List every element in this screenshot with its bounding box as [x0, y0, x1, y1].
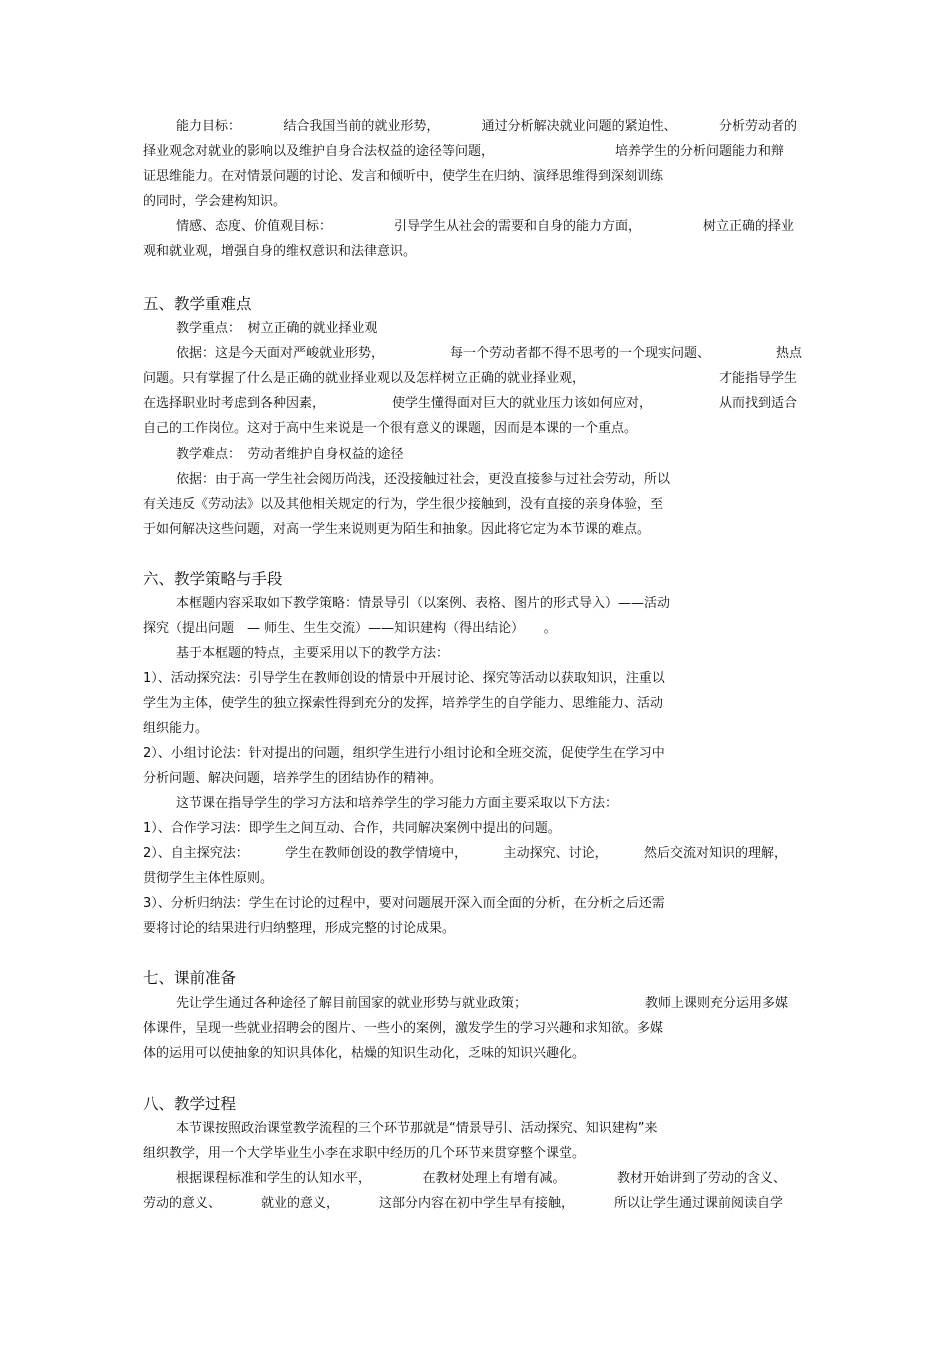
- text-seg: 使学生懂得面对巨大的就业压力该如何应对，: [391, 396, 652, 411]
- focus-basis-line-2: [143, 370, 797, 388]
- ability-goal-line-4: 的同时，学会建构知识。: [143, 194, 287, 209]
- learning-method-3-line-2: 要将讨论的结果进行归纳整理，形成完整的讨论成果。: [143, 921, 456, 936]
- methods-intro: 基于本框题的特点，主要采用以下的教学方法：: [176, 646, 450, 661]
- focus-basis-line-1: [176, 345, 802, 363]
- preparation-line-2: 体课件，呈现一些就业招聘会的图片、一些小的案例，激发学生的学习兴趣和求知欲。多媒: [143, 1021, 664, 1036]
- process-line-3: [176, 1170, 786, 1188]
- text-seg: 分析劳动者的: [718, 119, 797, 134]
- text-seg: 学生在教师创设的教学情境中，: [285, 846, 468, 861]
- text-seg: 根据课程标准和学生的认知水平，: [176, 1171, 372, 1186]
- text-seg: 能力目标：: [176, 119, 242, 134]
- text-seg: 问题。只有掌握了什么是正确的就业择业观以及怎样树立正确的就业择业观，: [143, 371, 586, 386]
- text-seg: 引导学生从社会的需要和自身的能力方面，: [393, 219, 641, 234]
- section-8-heading: 八、教学过程: [143, 1095, 237, 1113]
- difficulty-basis-line-3: 于如何解决这些问题，对高一学生来说则更为陌生和抽象。因此将它定为本节课的难点。: [143, 522, 651, 537]
- text-seg: 主动探究、讨论，: [503, 846, 608, 861]
- learning-methods-intro: 这节课在指导学生的学习方法和培养学生的学习能力方面主要采取以下方法：: [176, 796, 619, 811]
- text-seg: 在选择职业时考虑到各种因素，: [143, 396, 326, 411]
- process-line-2: 组织教学，用一个大学毕业生小李在求职中经历的几个环节来贯穿整个课堂。: [143, 1146, 586, 1161]
- text-seg: 所以让学生通过课前阅读自学: [613, 1196, 783, 1211]
- method-1-line-1: 1）、活动探究法：引导学生在教师创设的情景中开展讨论、探究等活动以获取知识，注重以: [143, 671, 665, 686]
- text-seg: 树立正确的择业: [702, 219, 794, 234]
- text-seg: 就业的意义，: [260, 1196, 339, 1211]
- text-seg: 这部分内容在初中学生早有接触，: [378, 1196, 574, 1211]
- process-line-4: [143, 1195, 783, 1213]
- difficulty-basis-line-2: 有关违反《劳动法》以及其他相关规定的行为，学生很少接触到，没有直接的亲身体验，至: [143, 497, 664, 512]
- text-seg: 通过分析解决就业问题的紧迫性、: [481, 119, 677, 134]
- text-seg: 从而找到适合: [718, 396, 797, 411]
- text-seg: 情感、态度、价值观目标：: [176, 219, 333, 234]
- text-seg: 先让学生通过各种途径了解目前国家的就业形势与就业政策；: [176, 996, 528, 1011]
- method-2-line-2: 分析问题、解决问题，培养学生的团结协作的精神。: [143, 771, 443, 786]
- difficulty-basis-line-1: 依据：由于高一学生社会阅历尚浅，还没接触过社会，更没直接参与过社会劳动，所以: [176, 472, 671, 487]
- strategy-line-2: 探究（提出问题 — 师生、生生交流）——知识建构（得出结论） 。: [143, 621, 557, 636]
- emotion-goal-line-1: [176, 218, 794, 236]
- learning-method-3-line-1: 3）、分析归纳法：学生在讨论的过程中，要对问题展开深入而全面的分析，在分析之后还需: [143, 896, 665, 911]
- text-seg: 劳动的意义、: [143, 1196, 222, 1211]
- learning-method-2-line-2: 贯彻学生主体性原则。: [143, 871, 274, 886]
- preparation-line-1: [176, 995, 788, 1013]
- text-seg: 教材开始讲到了劳动的含义、: [616, 1171, 786, 1186]
- method-2-line-1: 2）、小组讨论法：针对提出的问题，组织学生进行小组讨论和全班交流，促使学生在学习中: [143, 746, 665, 761]
- learning-method-2-line-1: [143, 845, 787, 863]
- text-seg: 依据：这是今天面对严峻就业形势，: [176, 346, 385, 361]
- focus-basis-line-3: [143, 395, 797, 413]
- method-1-line-2: 学生为主体，使学生的独立探索性得到充分的发挥，培养学生的自学能力、思维能力、活动: [143, 696, 664, 711]
- text-seg: 结合我国当前的就业形势，: [283, 119, 440, 134]
- emotion-goal-line-2: 观和就业观，增强自身的维权意识和法律意识。: [143, 244, 417, 259]
- section-6-heading: 六、教学策略与手段: [143, 570, 283, 588]
- text-seg: 在教材处理上有增有减。: [422, 1171, 566, 1186]
- strategy-line-1: 本框题内容采取如下教学策略：情景导引（以案例、表格、图片的形式导入）——活动: [176, 596, 671, 611]
- preparation-line-3: 体的运用可以使抽象的知识具体化，枯燥的知识生动化，乏味的知识兴趣化。: [143, 1046, 586, 1061]
- text-seg: 2）、自主探究法：: [143, 846, 249, 861]
- ability-goal-line-3: 证思维能力。在对情景问题的讨论、发言和倾听中，使学生在归纳、演绎思维得到深刻训练: [143, 169, 664, 184]
- text-seg: 择业观念对就业的影响以及维护自身合法权益的途径等问题，: [143, 144, 495, 159]
- ability-goal-line-2: [143, 143, 784, 161]
- ability-goal-line-1: [176, 118, 797, 136]
- teaching-focus: 教学重点： 树立正确的就业择业观: [176, 321, 378, 336]
- text-seg: 教师上课则充分运用多媒: [644, 996, 788, 1011]
- section-5-heading: 五、教学重难点: [143, 295, 252, 313]
- focus-basis-line-4: 自己的工作岗位。这对于高中生来说是一个很有意义的课题，因而是本课的一个重点。: [143, 421, 638, 436]
- text-seg: 然后交流对知识的理解，: [643, 846, 787, 861]
- text-seg: 培养学生的分析问题能力和辩: [614, 144, 784, 159]
- section-7-heading: 七、课前准备: [143, 969, 237, 987]
- text-seg: 热点: [775, 346, 802, 361]
- learning-method-1: 1）、合作学习法：即学生之间互动、合作，共同解决案例中提出的问题。: [143, 821, 561, 836]
- text-seg: 才能指导学生: [718, 371, 797, 386]
- process-line-1: 本节课按照政治课堂教学流程的三个环节那就是“情景导引、活动探究、知识建构”来: [176, 1121, 658, 1136]
- method-1-line-3: 组织能力。: [143, 721, 209, 736]
- teaching-difficulty: 教学难点： 劳动者维护自身权益的途径: [176, 447, 404, 462]
- text-seg: 每一个劳动者都不得不思考的一个现实问题、: [449, 346, 710, 361]
